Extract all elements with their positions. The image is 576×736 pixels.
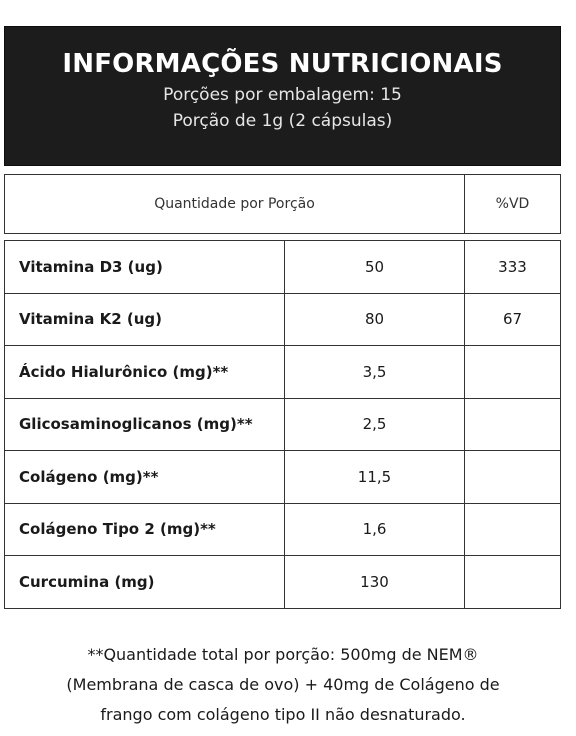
nutrient-vd: 67: [465, 293, 561, 346]
nutrient-quantity: 1,6: [285, 503, 465, 556]
nutrient-quantity: 2,5: [285, 398, 465, 451]
footnote-line: (Membrana de casca de ovo) + 40mg de Colágeno de: [66, 675, 500, 694]
table-row: [5, 398, 561, 451]
footnote: [10, 640, 556, 730]
nutrient-name: Glicosaminoglicanos (mg)**: [5, 398, 285, 451]
quantity-column-header: Quantidade por Porção: [5, 175, 465, 233]
servings-per-package: Porções por embalagem: 15: [163, 85, 402, 105]
nutrient-quantity: 50: [285, 241, 465, 294]
nutrient-quantity: 11,5: [285, 451, 465, 504]
nutrient-quantity: 80: [285, 293, 465, 346]
nutrient-name: Ácido Hialurônico (mg)**: [5, 346, 285, 399]
serving-size: Porção de 1g (2 cápsulas): [172, 111, 393, 131]
nutrient-quantity: 130: [285, 556, 465, 609]
column-header-row: [4, 174, 561, 234]
nutrient-quantity: 3,5: [285, 346, 465, 399]
vd-column-header: %VD: [495, 196, 530, 212]
table-row: [5, 293, 561, 346]
nutrient-vd: [465, 556, 561, 609]
nutrient-name: Vitamina D3 (ug): [5, 241, 285, 294]
nutrition-table: [4, 240, 561, 609]
table-row: [5, 451, 561, 504]
nutrition-title: INFORMAÇÕES NUTRICIONAIS: [62, 49, 503, 79]
nutrient-vd: [465, 398, 561, 451]
table-row: [5, 346, 561, 399]
nutrient-name: Curcumina (mg): [5, 556, 285, 609]
nutrient-vd: [465, 451, 561, 504]
footnote-line: **Quantidade total por porção: 500mg de NEM®: [87, 645, 479, 664]
nutrient-vd: 333: [465, 241, 561, 294]
nutrient-vd: [465, 346, 561, 399]
nutrient-name: Colágeno (mg)**: [5, 451, 285, 504]
nutrient-name: Colágeno Tipo 2 (mg)**: [5, 503, 285, 556]
nutrient-name: Vitamina K2 (ug): [5, 293, 285, 346]
table-row: [5, 556, 561, 609]
nutrient-vd: [465, 503, 561, 556]
footnote-line: frango com colágeno tipo II não desnaturado.: [100, 705, 466, 724]
table-row: [5, 241, 561, 294]
table-row: [5, 503, 561, 556]
nutrition-header: [4, 26, 561, 166]
